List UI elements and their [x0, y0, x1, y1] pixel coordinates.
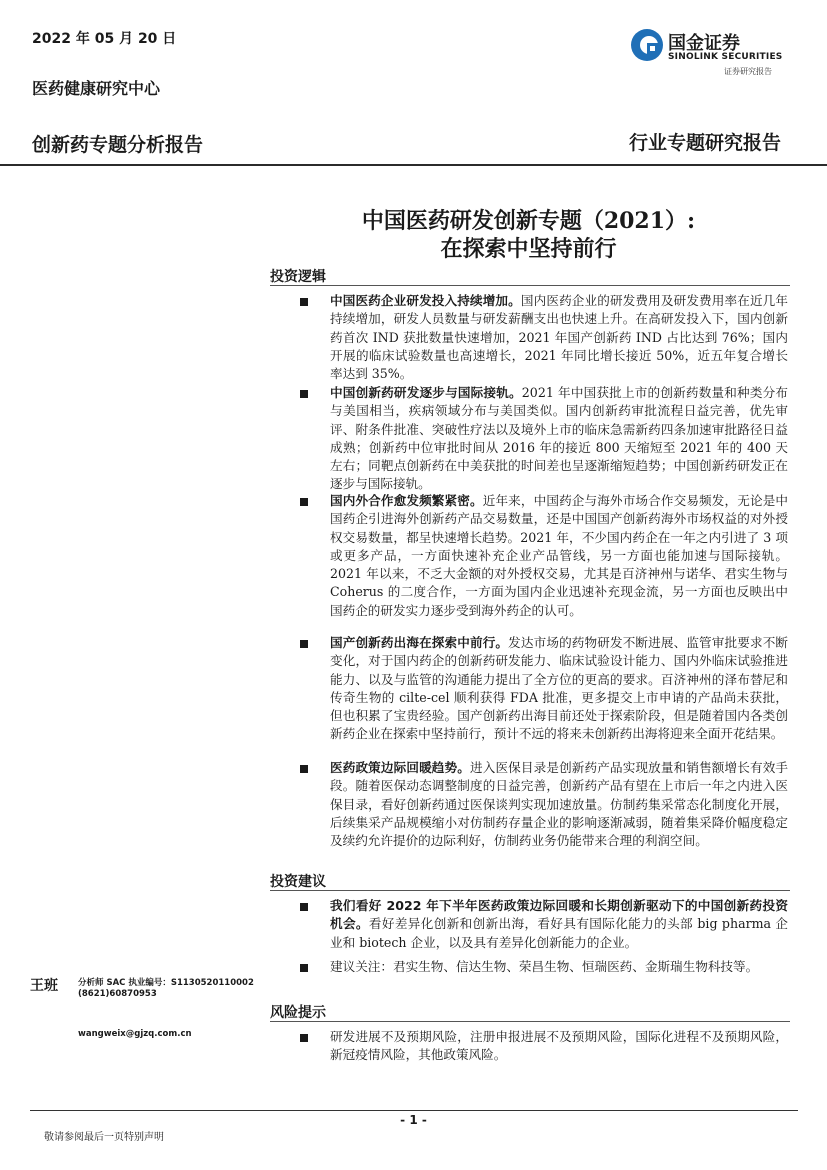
- analyst-email[interactable]: wangweix@gjzq.com.cn: [78, 1029, 192, 1039]
- page-number: - 1 -: [400, 1113, 427, 1127]
- section-heading-risk: 风险提示: [270, 1005, 326, 1021]
- risk-item-1: 研发进展不及预期风险，注册申报进展不及预期风险，国际化进程不及预期风险，新冠疫情风险，其他政策风险。: [330, 1029, 788, 1063]
- logic-item-4: 国产创新药出海在探索中前行。发达市场的药物研发不断进展、监管审批要求不断变化，对于国内药企的创新药研发能力、临床试验设计能力、国内外临床试验推进能力、以及与监管的沟通能力提出了全方位的更高的要求。百济神州的泽布替尼和传奇生物的 cilte-cel 顺利获得 FDA 批准，更多提交上市申请的产品尚未获批，但也积累了宝贵经验。国产创新药出海目前还处于探索阶段，但是随着国内各类创新药企业在探索中坚持前行，预计不远的将来未创新药出海将迎来全面开花结果。: [330, 635, 789, 742]
- section-divider: [270, 890, 790, 891]
- bullet-icon: [300, 390, 308, 398]
- report-series: 创新药专题分析报告: [32, 134, 204, 156]
- bullet-icon: [300, 964, 308, 972]
- logo-english: SINOLINK SECURITIES: [668, 52, 783, 62]
- bullet-icon: [300, 298, 308, 306]
- logic-item-3: 国内外合作愈发频繁紧密。近年来，中国药企与海外市场合作交易频发，无论是中国药企引进海外创新药产品交易数量，还是中国国产创新药海外市场权益的对外授权交易数量，都呈快速增长趋势。2021 年，不少国内药企在一年之内引进了 3 项或更多产品，一方面快速补充企业产品管线，另一方面也能加速与国际接轨。2021 年以来，不乏大金额的对外授权交易，尤其是百济神州与诺华、君实生物与 Coherus 的二度合作，一方面为国内企业迅速补充现金流，另一方面也反映出中国药企的研发实力逐步受到海外药企的认可。: [330, 493, 789, 618]
- section-heading-logic: 投资逻辑: [270, 269, 326, 285]
- section-heading-advice: 投资建议: [270, 874, 326, 890]
- logo-tagline: 证券研究报告: [724, 67, 772, 76]
- advice-item-2: 建议关注：君实生物、信达生物、荣昌生物、恒瑞医药、金斯瑞生物科技等。: [330, 959, 759, 974]
- research-center: 医药健康研究中心: [32, 79, 161, 98]
- header-divider: [0, 164, 827, 166]
- section-divider: [270, 1021, 790, 1022]
- footer-divider: [30, 1110, 798, 1111]
- analyst-info: [78, 978, 254, 1000]
- bullet-icon: [300, 765, 308, 773]
- section-divider: [270, 285, 790, 286]
- bullet-icon: [300, 903, 308, 911]
- report-date: 2022 年 05 月 20 日: [32, 31, 177, 47]
- advice-item-1: 我们看好 2022 年下半年医药政策边际回暖和长期创新驱动下的中国创新药投资机会。看好差异化创新和创新出海，看好具有国际化能力的头部 big pharma 企业和 biotech 企业，以及具有差异化创新能力的企业。: [330, 898, 789, 950]
- report-title-line1: 中国医药研发创新专题（2021）:: [361, 208, 696, 234]
- logo-name: 国金证券: [668, 33, 740, 54]
- report-title-line2: 在探索中坚持前行: [440, 236, 617, 262]
- logic-item-1: 中国医药企业研发投入持续增加。国内医药企业的研发费用及研发费用率在近几年持续增加，研发人员数量与研发薪酬支出也快速上升。在高研发投入下，国内创新药首次 IND 获批数量快速增加，2021 年国产创新药 IND 占比达到 76%；国内开展的临床试验数量也高速增长，2021 年同比增长接近 50%，近五年复合增长率达到 35%。: [330, 293, 789, 382]
- disclaimer-note: 敬请参阅最后一页特别声明: [44, 1132, 164, 1143]
- bullet-icon: [300, 1034, 308, 1042]
- sinolink-logo-icon: [630, 28, 664, 62]
- bullet-icon: [300, 498, 308, 506]
- analyst-cert: 分析师 SAC 执业编号：S1130520110002: [78, 978, 254, 988]
- analyst-phone: (8621)60870953: [78, 989, 157, 999]
- logic-item-2: 中国创新药研发逐步与国际接轨。2021 年中国获批上市的创新药数量和种类分布与美国相当，疾病领域分布与美国类似。国内创新药审批流程日益完善，优先审评、附条件批准、突破性疗法以及境外上市的临床急需新药四条加速审批路径日益成熟；创新药中位审批时间从 2016 年的接近 800 天缩短至 2021 年的 400 天左右；同靶点创新药在中美获批的时间差也呈逐渐缩短趋势；中国创新药研发正在逐步与国际接轨。: [330, 385, 788, 492]
- analyst-name: 王班: [30, 978, 58, 994]
- bullet-icon: [300, 640, 308, 648]
- logic-item-5: 医药政策边际回暖趋势。进入医保目录是创新药产品实现放量和销售额增长有效手段。随着医保动态调整制度的日益完善，创新药产品有望在上市后一年之内进入医保目录，看好创新药通过医保谈判实现加速放量。仿制药集采常态化制度化开展，后续集采产品规模缩小对仿制药存量企业的影响逐渐减弱，随着集采降价幅度稳定及续约允许提价的边际利好，仿制药业务仍能带来合理的利润空间。: [330, 760, 789, 849]
- report-type: 行业专题研究报告: [628, 132, 781, 154]
